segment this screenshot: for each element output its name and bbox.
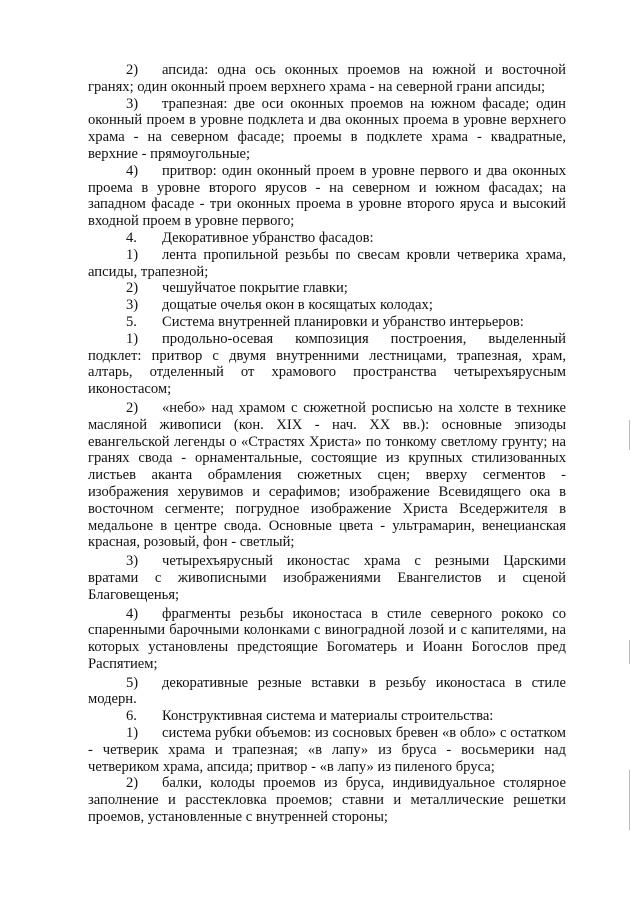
item-number: 1) <box>126 330 139 347</box>
paragraph-narthex <box>88 163 566 230</box>
item-number: 4) <box>126 162 139 179</box>
paragraph-layout <box>88 331 566 398</box>
paragraph-refectory <box>88 96 566 163</box>
paragraph-text: лента пропильной резьбы по свесам кровли четверика храма, апсиды, трапезной; <box>88 246 566 280</box>
item-number: 2) <box>126 775 139 792</box>
scan-edge-mark <box>629 770 630 830</box>
scan-edge-mark <box>629 420 630 450</box>
section-number: 6. <box>126 708 137 725</box>
paragraph-text: чешуйчатое покрытие главки; <box>162 280 348 297</box>
scan-edge-mark <box>629 640 630 664</box>
paragraph-text: дощатые очелья окон в косящатых колодах; <box>162 297 433 314</box>
paragraph-text: балки, колоды проемов из бруса, индивидуальное столярное заполнение и расстекловка проемов; ставни и металлические решетки проемов, установленные с внутренней стороны; <box>88 775 566 826</box>
section-heading-interior <box>88 314 566 331</box>
paragraph-beams <box>88 775 566 825</box>
section-heading-construction <box>88 708 566 725</box>
paragraph-sky-painting <box>88 400 566 551</box>
paragraph-text: «небо» над храмом с сюжетной росписью на холсте в технике масляной живописи (кон. XIX - нач. XX вв.): основные эпизоды евангельской легенды о «Страстях Христа» по тонкому светлому грунту; на гранях свода - орнаментальные, состоящие из крупных стилизованных листьев аканта обрамления сюжетных сцен; вверху сегментов - изображения херувимов и серафимов; изображение Всевидящего ока в восточном сегменте; погрудное изображение Христа Вседержителя в медальоне в центре свода. Основные цвета - ультрамарин, венецианская красная, розовый, фон - светлый; <box>88 399 566 551</box>
item-number: 1) <box>126 725 139 742</box>
paragraph-text: продольно-осевая композиция построения, выделенный подклет: притвор с двумя внутренними лестницами, трапезная, храм, алтарь, отделенный от храмового пространства четырехъярусным иконостасом; <box>88 330 566 398</box>
document-page <box>88 62 566 826</box>
paragraph-rococo-carving <box>88 606 566 673</box>
paragraph-window-frames <box>88 297 566 314</box>
paragraph-text: четырехъярусный иконостас храма с резными Царскими вратами с живописными изображениями Евангелистов и сценой Благовещенья; <box>88 553 566 603</box>
item-number: 2) <box>126 280 139 297</box>
item-number: 3) <box>126 95 139 112</box>
paragraph-text: фрагменты резьбы иконостаса в стиле северного рококо со спаренными барочными колонками с виноградной лозой и с капителями, на которых установлены предстоящие Богоматерь и Иоанн Богослов пред Распятием; <box>88 605 566 672</box>
section-title: Конструктивная система и материалы строительства: <box>162 708 494 725</box>
item-number: 1) <box>126 246 139 263</box>
item-number: 2) <box>126 62 139 78</box>
item-number: 4) <box>126 605 139 622</box>
paragraph-dome-covering <box>88 280 566 297</box>
paragraph-text: декоративные резные вставки в резьбу иконостаса в стиле модерн. <box>88 674 566 708</box>
paragraph-apse <box>88 62 566 96</box>
section-title: Декоративное убранство фасадов: <box>162 229 374 246</box>
paragraph-carving-band <box>88 247 566 281</box>
item-number: 5) <box>126 674 139 691</box>
paragraph-text: система рубки объемов: из сосновых бревен «в обло» с остатком - четверик храма и трапезная; «в лапу» из бруса - восьмерики над четвериком храма, апсида; притвор - «в лапу» из пиленого бруса; <box>88 725 566 775</box>
paragraph-iconostasis <box>88 553 566 603</box>
paragraph-log-system <box>88 725 566 775</box>
section-title: Система внутренней планировки и убранство интерьеров: <box>162 313 524 330</box>
paragraph-text: апсида: одна ось оконных проемов на южной и восточной гранях; один оконный проем верхнего храма - на северной грани апсиды; <box>88 62 566 95</box>
paragraph-modern-inserts <box>88 675 566 709</box>
section-heading-decoration <box>88 230 566 247</box>
item-number: 3) <box>126 297 139 314</box>
item-number: 2) <box>126 399 139 416</box>
item-number: 3) <box>126 553 139 570</box>
section-number: 4. <box>126 229 137 246</box>
paragraph-text: трапезная: две оси оконных проемов на южном фасаде; один оконный проем в уровне подклета и два оконных проема в уровне верхнего храма - на северном фасаде; проемы в подклете храма - квадратные, верхние - прямоугольные; <box>88 95 566 162</box>
section-number: 5. <box>126 313 137 330</box>
paragraph-text: притвор: один оконный проем в уровне первого и два оконных проема в уровне второго ярусов - на северном и южном фасадах; на западном фасаде - три оконных проема в уровне второго яруса и высокий входной проем в уровне первого; <box>88 162 566 230</box>
